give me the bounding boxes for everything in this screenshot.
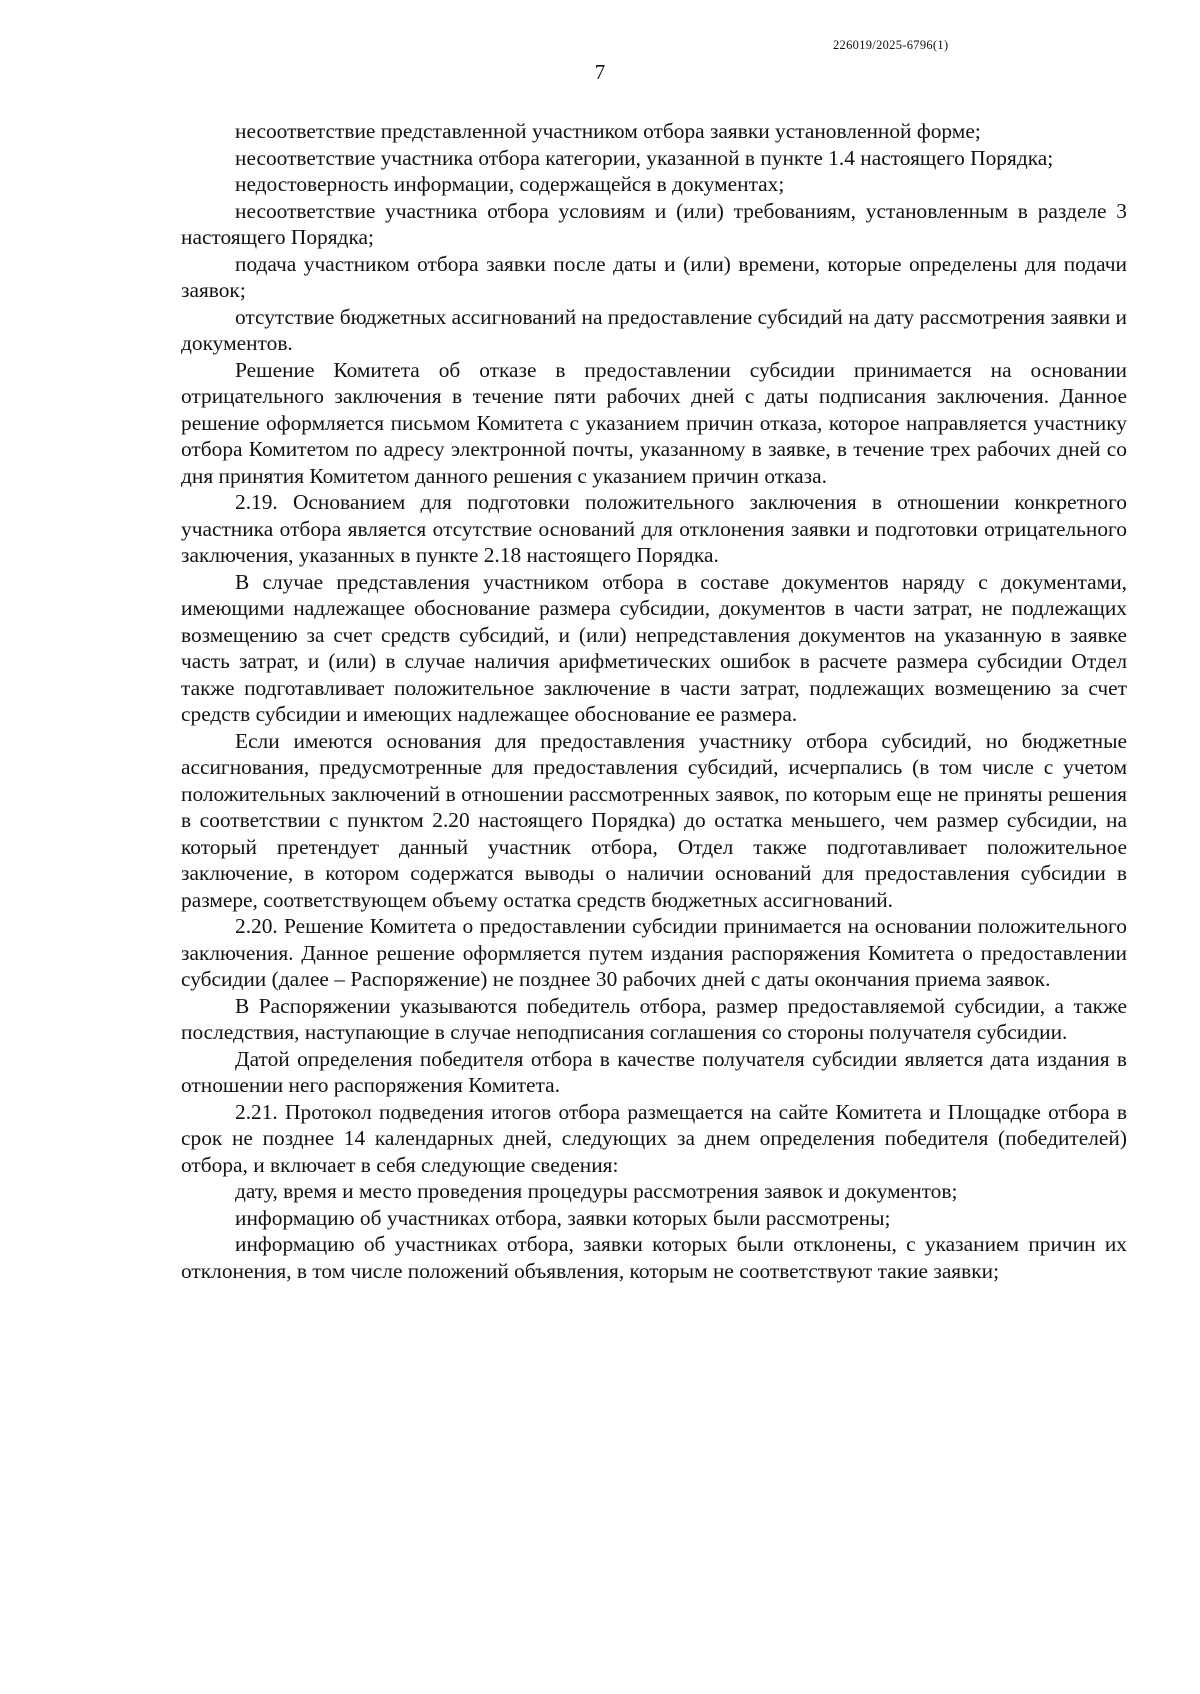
document-id: 226019/2025-6796(1) [833,38,949,52]
paragraph: 2.19. Основанием для подготовки положительного заключения в отношении конкретного участника отбора является отсутствие оснований для отклонения заявки и подготовки отрицательного заключения, указанных в пункте 2.18 настоящего Порядка. [181,490,1127,567]
paragraph: несоответствие представленной участником отбора заявки установленной форме; [235,119,981,143]
paragraph: подача участником отбора заявки после даты и (или) времени, которые определены для подачи заявок; [181,251,1127,302]
paragraph: информацию об участниках отбора, заявки которых были отклонены, с указанием причин их отклонения, в том числе положений объявления, которым не соответствуют такие заявки; [181,1232,1127,1283]
paragraph: Датой определения победителя отбора в качестве получателя субсидии является дата издания в отношении него распоряжения Комитета. [181,1046,1127,1097]
paragraph: В Распоряжении указываются победитель отбора, размер предоставляемой субсидии, а также последствия, наступающие в случае неподписания соглашения со стороны получателя субсидии. [181,993,1127,1044]
paragraph: дату, время и место проведения процедуры рассмотрения заявок и документов; [235,1179,958,1203]
paragraph: Решение Комитета об отказе в предоставлении субсидии принимается на основании отрицательного заключения в течение пяти рабочих дней с даты подписания заключения. Данное решение оформляется письмом Комитета с указанием причин отказа, которое направляется участнику отбора Комитетом по адресу электронной почты, указанному в заявке, в течение трех рабочих дней со дня принятия Комитетом данного решения с указанием причин отказа. [181,357,1127,488]
paragraph: несоответствие участника отбора категории, указанной в пункте 1.4 настоящего Порядка; [235,145,1054,170]
paragraph: В случае представления участником отбора в составе документов наряду с документами, имеющими надлежащее обоснование размера субсидии, документов в части затрат, не подлежащих возмещению за счет средств субсидий, и (или) непредставления документов на указанную в заявке часть затрат, и (или) в случае наличия арифметических ошибок в расчете размера субсидии Отдел также подготавливает положительное заключение в части затрат, подлежащих возмещению за счет средств субсидии и имеющих надлежащее обоснование ее размера. [181,569,1127,726]
page-number: 7 [594,60,606,84]
paragraph: отсутствие бюджетных ассигнований на предоставление субсидий на дату рассмотрения заявки и документов. [181,304,1127,355]
paragraph: недостоверность информации, содержащейся в документах; [235,172,785,196]
paragraph: 2.20. Решение Комитета о предоставлении субсидии принимается на основании положительного заключения. Данное решение оформляется путем издания распоряжения Комитета о предоставлении субсидии (далее – Распоряжение) не позднее 30 рабочих дней с даты окончания приема заявок. [181,914,1127,991]
document-body [181,118,1127,1284]
paragraph: 2.21. Протокол подведения итогов отбора размещается на сайте Комитета и Площадке отбора в срок не позднее 14 календарных дней, следующих за днем определения победителя (победителей) отбора, и включает в себя следующие сведения: [181,1099,1127,1177]
paragraph: информацию об участниках отбора, заявки которых были рассмотрены; [235,1205,891,1230]
paragraph: Если имеются основания для предоставления участнику отбора субсидий, но бюджетные ассигнования, предусмотренные для предоставления субсидий, исчерпались (в том числе с учетом положительных заключений в отношении рассмотренных заявок, по которым еще не приняты решения в соответствии с пунктом 2.20 настоящего Порядка) до остатка меньшего, чем размер субсидии, на который претендует данный участник отбора, Отдел также подготавливает положительное заключение, в котором содержатся выводы о наличии оснований для предоставления субсидии в размере, соответствующем объему остатка средств бюджетных ассигнований. [181,728,1127,912]
paragraph: несоответствие участника отбора условиям и (или) требованиям, установленным в разделе 3 настоящего Порядка; [181,198,1127,249]
